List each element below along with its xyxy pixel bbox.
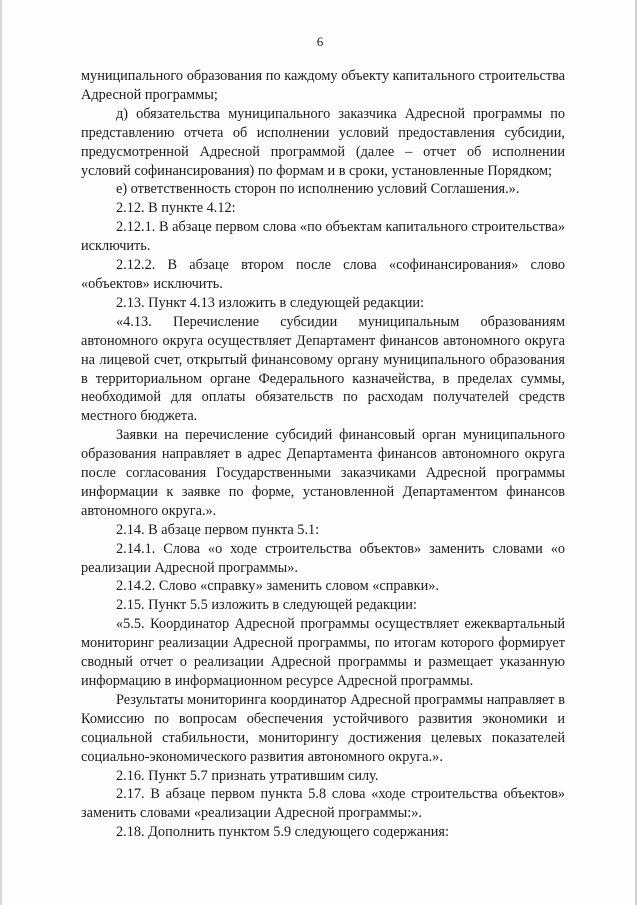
page-right-edge: [635, 0, 637, 905]
document-body: [81, 67, 565, 842]
paragraph: Заявки на перечисление субсидий финансовый орган муниципального образования направляет в адрес Департамента финансов автономного округа после согласования Государственными заказчиками Адресной программы информации к заявке по форме, установленной Департаментом финансов автономного округа.».: [81, 427, 565, 519]
paragraph: 2.12.1. В абзаце первом слова «по объектам капитального строительства» исключить.: [81, 219, 565, 255]
paragraph: е) ответственность сторон по исполнению условий Соглашения.».: [116, 181, 520, 198]
paragraph: 2.17. В абзаце первом пункта 5.8 слова «ходе строительства объектов» заменить словами «реализации Адресной программы:».: [81, 786, 565, 822]
paragraph: 2.12. В пункте 4.12:: [116, 200, 236, 217]
paragraph: 2.16. Пункт 5.7 признать утратившим силу.: [116, 767, 379, 784]
paragraph: д) обязательства муниципального заказчика Адресной программы по представлению отчета об исполнении условий предоставления субсидии, предусмотренной Адресной программой (далее – отчет об исполнении условий софинансирования) по формам и в сроки, установленные Порядком;: [81, 105, 565, 179]
paragraph: Результаты мониторинга координатор Адресной программы направляет в Комиссию по вопросам обеспечения устойчивого развития экономики и социальной стабильности, мониторингу достижения целевых показателей социально-экономического развития автономного округа.».: [81, 691, 565, 765]
paragraph: 2.14.1. Слова «о ходе строительства объектов» заменить словами «о реализации Адресной программы».: [81, 540, 565, 576]
paragraph: 2.12.2. В абзаце втором после слова «софинансирования» слово «объектов» исключить.: [81, 257, 565, 292]
paragraph: 2.13. Пункт 4.13 изложить в следующей редакции:: [116, 294, 425, 311]
paragraph: 2.14. В абзаце первом пункта 5.1:: [116, 521, 320, 538]
paragraph: 2.15. Пункт 5.5 изложить в следующей редакции:: [116, 597, 417, 614]
page-number: 6: [316, 34, 324, 49]
paragraph: «5.5. Координатор Адресной программы осуществляет ежеквартальный мониторинг реализации Адресной программы, по итогам которого формирует сводный отчет о реализации Адресной программы и размещает указанную информацию в информационном ресурсе Адресной программы.: [81, 616, 565, 689]
paragraph: «4.13. Перечисление субсидии муниципальным образованиям автономного округа осуществляет Департамент финансов автономного округа на лицевой счет, открытый финансовому органу муниципального образования в территориальном органе Федерального казначейства, в пределах суммы, необходимой для оплаты обязательств по расходам получателей средств местного бюджета.: [81, 313, 565, 425]
page-left-edge: [0, 0, 2, 905]
paragraph: муниципального образования по каждому объекту капитального строительства Адресной программы;: [81, 68, 565, 103]
paragraph: 2.18. Дополнить пунктом 5.9 следующего содержания:: [116, 824, 449, 841]
paragraph: 2.14.2. Слово «справку» заменить словом «справки».: [116, 578, 439, 595]
